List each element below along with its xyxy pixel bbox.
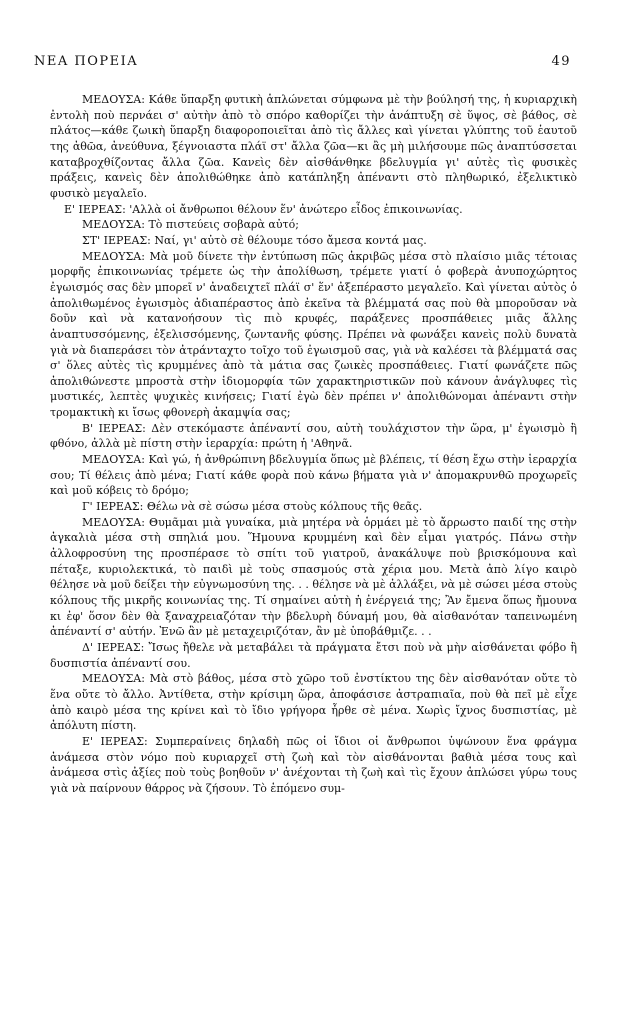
paragraph: ΜΕΔΟΥΣΑ: Μὰ στὸ βάθος, μέσα στὸ χῶρο τοῦ ἐνστίκτου της δὲν αἰσθανόταν οὔτε τὸ ἕνα οὔτε τὸ ἄλλο. Ἀντίθετα, στὴν κρίσιμη ὥρα, ἀποφάσισε ἀστραπιαῖα, ποὺ θὰ πεῖ μὲ εἶχε ἀπὸ καιρὸ μέσα της κρίνει καὶ τὸ ἴδιο γρήγορα ἦρθε σὲ μένα. Χωρὶς ἴχνος δυσπιστίας, μὲ ἀπόλυτη πίστη. [50,672,577,733]
paragraph: Β' ΙΕΡΕΑΣ: Δὲν στεκόμαστε ἀπέναντί σου, αὐτὴ τουλάχιστον τὴν ὥρα, μ' ἐγωισμὸ ἢ φθόνο, ἀλλὰ μὲ πίστη στὴν ἱεραρχία: πρώτη ἡ 'Αθηνᾶ. [50,421,577,451]
paragraph: ΜΕΔΟΥΣΑ: Μὰ μοῦ δίνετε τὴν ἐντύπωση πῶς ἀκριβῶς μέσα στὸ πλαίσιο μιᾶς τέτοιας μορφῆς ἐπικοινωνίας τρέμετε ὡς τὴν ἀπολίθωση, τρέμετε γιατί ὁ φοβερὰ ἀνυποχώρητος ἐγωισμός σας δὲν μπορεῖ ν' ἀναδειχτεῖ πλάϊ σ' ἕν' ἀξεπέραστο μεγαλεῖο. Καὶ γίνεται αὐτὸς ὁ ἀπολιθωμένος ἐγωισμὸς ἀδιαπέραστος ἀπὸ ἐκεῖνα τὰ βλέμματά σας ποὺ θὰ μποροῦσαν νὰ δοῦν καὶ νὰ κατανοήσουν τὶς πιὸ κρυφές, παράξενες προσπάθειες μιᾶς ἄλλης ἀναπτυσσόμενης, ἐξελισσόμενης, ζωντανῆς φύσης. Πρέπει νὰ φωνάξει κανεὶς πολὺ δυνατὰ γιὰ νὰ διαπεράσει τὸν ἀτράνταχτο τοῖχο τοῦ ἐγωισμοῦ σας, γιὰ νὰ καλέσει τὰ βλέμματά σας σ' ὅλες αὐτὲς τὶς κρυμμένες ἀπὸ τὰ μάτια σας ζωικὲς προσπάθειες. Γιατί φωνάζετε πῶς ἀπολιθώνεστε μπροστὰ στὴν ἰδιομορφία τῶν χαρακτηριστικῶν ποὺ κάνουν ἀνάγλυφες τὶς μυστικές, λεπτὲς ψυχικὲς κινήσεις; Γιατί ἐγὼ δὲν πρέπει ν' ἀπολιθώνομαι ἀπέναντι στὴν τρομακτικὴ κι ἴσως φθονερὴ ἀκαμψία σας; [50,249,577,420]
paragraph: Ε' ΙΕΡΕΑΣ: Συμπεραίνεις δηλαδὴ πῶς οἱ ἴδιοι οἱ ἄνθρωποι ὑψώνουν ἕνα φράγμα ἀνάμεσα στὸν νόμο ποὺ κυριαρχεῖ στὴ ζωὴ καὶ τὸν αἰσθάνονται βαθιὰ μέσα τους καὶ ἀνάμεσα στὶς ἀξίες ποὺ τοὺς βοηθοῦν ν' ἀνέχονται τὴ ζωὴ καὶ τὶς ἔχουν ἁπλώσει γύρω τους γιὰ νὰ παίρνουν θάρρος νὰ ζήσουν. Τὸ ἑπόμενο συμ- [50,734,577,795]
paragraph: Γ' ΙΕΡΕΑΣ: Θέλω νὰ σὲ σώσω μέσα στοὺς κόλπους τῆς θεᾶς. [82,500,423,514]
paragraph: ΜΕΔΟΥΣΑ: Καὶ γώ, ἡ ἀνθρώπινη βδελυγμία ὅπως μὲ βλέπεις, τί θέση ἔχω στὴν ἱεραρχία σου; Τί θέλεις ἀπὸ μένα; Γιατί κάθε φορὰ ποὺ κάνω βήματα γιὰ ν' ἀπομακρυνθῶ προχωρεῖς καὶ μοῦ κόβεις τὸ δρόμο; [50,453,577,498]
journal-title: ΝΕΑ ΠΟΡΕΙΑ [34,54,139,69]
text-body [50,92,577,797]
paragraph: Δ' ΙΕΡΕΑΣ: Ἴσως ἤθελε νὰ μεταβάλει τὰ πράγματα ἔτσι ποὺ νὰ μὴν αἰσθάνεται φόβο ἢ δυσπιστία ἀπέναντί σου. [50,640,577,670]
page-number: 49 [551,54,571,69]
paragraph: ΜΕΔΟΥΣΑ: Θυμᾶμαι μιὰ γυναίκα, μιὰ μητέρα νὰ ὁρμάει μὲ τὸ ἄρρωστο παιδί της στὴν ἀγκαλιὰ μέσα στὴ σπηλιά μου. Ἥμουνα κρυμμένη καὶ δὲν εἶμαι γιατρός. Πάνω στὴν ἀλλοφροσύνη της προσπέρασε τὸ σπίτι τοῦ γιατροῦ, ἀνακάλυψε ποὺ βρισκόμουνα καὶ πέταξε, κυριολεκτικά, τὸ παιδὶ μὲ τοὺς σπασμούς στὰ χέρια μου. Μετὰ ἀπὸ λίγο καιρὸ θέλησε νὰ μοῦ δείξει τὴν εὐγνωμοσύνη της. . . θέλησε νὰ μὲ ἀλλάξει, νὰ μὲ σώσει μέσα στοὺς κόλπους τῆς μικρῆς κοινωνίας της. Τί σημαίνει αὐτὴ ἡ ἐνέργειά της; Ἂν ἔμενα ὅπως ἤμουνα κι ἐφ' ὅσον δὲν θὰ ξαναχρειαζόταν τὴν βδελυρὴ δύναμή μου, θὰ αἰσθανόταν ταπεινωμένη ἀπέναντί σ' αὐτήν. Ἐνῶ ἂν μὲ μεταχειριζόταν, ἂν μὲ ὑποβάθμιζε. . . [50,515,578,639]
paragraph: ΣΤ' ΙΕΡΕΑΣ: Ναί, γι' αὐτὸ σὲ θέλουμε τόσο ἄμεσα κοντά μας. [82,233,427,247]
paragraph: ΜΕΔΟΥΣΑ: Τὸ πιστεύεις σοβαρὰ αὐτό; [82,218,299,232]
running-header [34,54,571,69]
paragraph: ΜΕΔΟΥΣΑ: Κάθε ὕπαρξη φυτικὴ ἁπλώνεται σύμφωνα μὲ τὴν βούλησή της, ἡ κυριαρχικὴ ἐντολὴ ποὺ περνάει σ' αὐτὴν ἀπὸ τὸ σπόρο καθορίζει τὴν ἀνάπτυξη σὲ ὕψος, σὲ βάθος, σὲ πλάτος—κάθε ζωικὴ ὕπαρξη διαφοροποιεῖται ἀπὸ τὶς ἄλλες καὶ γίνεται γλύπτης τοῦ ἑαυτοῦ της ἀθῶα, ἀνεύθυνα, ξέγνοιαστα πλάϊ στ' ἄλλα ζῶα—κι ἂς μὴ μιλήσουμε πῶς ἀναπτύσσεται καταβροχθίζοντας ἄλλα ζῶα. Κανεὶς δὲν αἰσθάνθηκε βδελυγμία γι' αὐτὲς τὶς φυσικὲς πράξεις, κανεὶς δὲν ἀπολιθώθηκε ἀπὸ κατάπληξη ἀπέναντι στὸ πληθωρικό, ἐξελικτικὸ φυσικὸ μεγαλεῖο. [50,93,577,200]
paragraph: Ε' ΙΕΡΕΑΣ: 'Αλλὰ οἱ ἄνθρωποι θέλουν ἕν' ἀνώτερο εἶδος ἐπικοινωνίας. [64,202,463,216]
